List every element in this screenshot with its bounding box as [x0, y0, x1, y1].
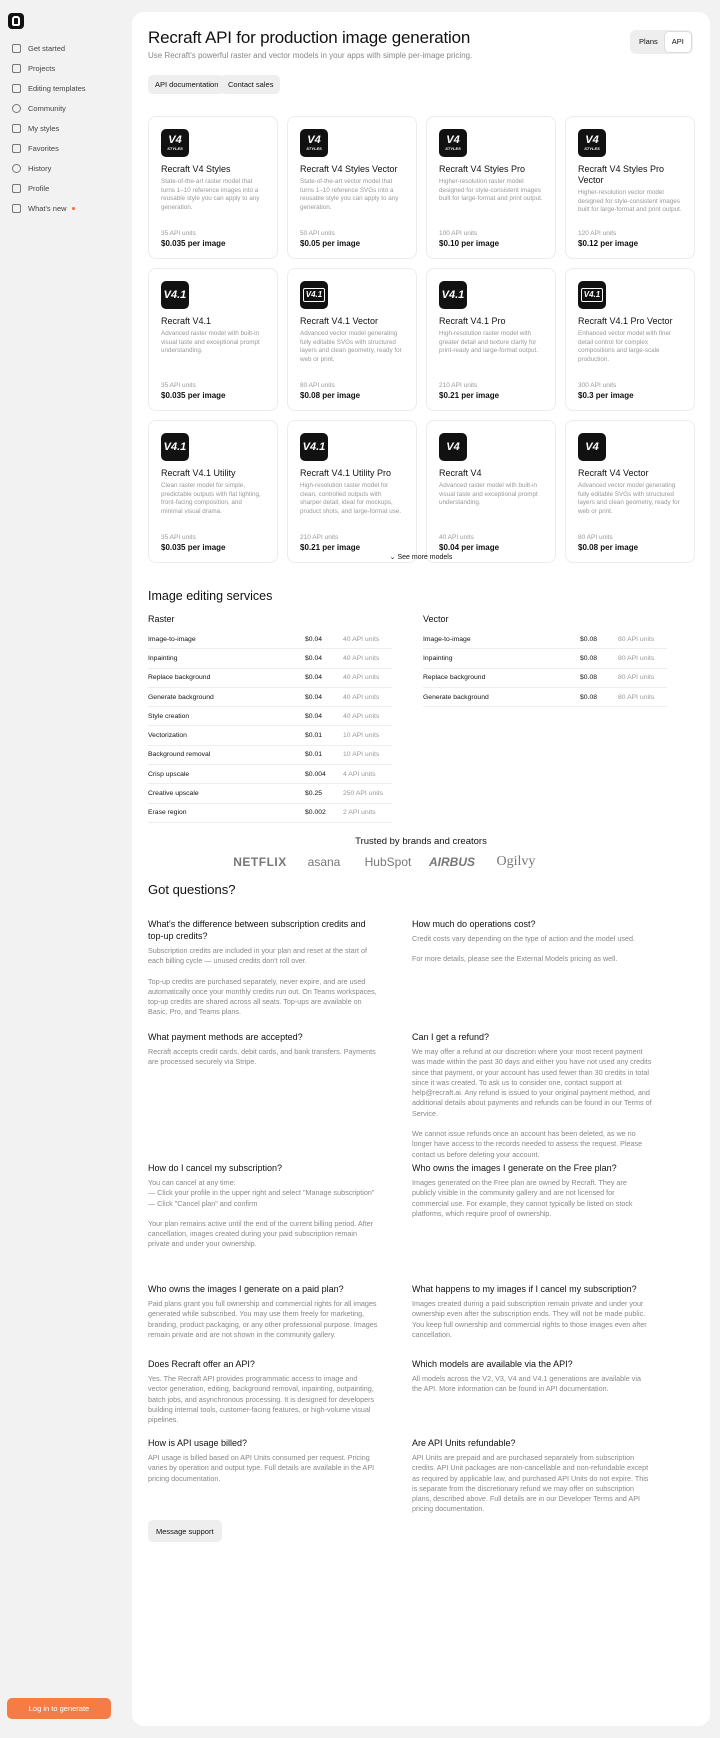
model-name: Recraft V4.1 Pro Vector — [578, 316, 673, 326]
model-name: Recraft V4 — [439, 468, 482, 478]
service-units: 40 API units — [343, 674, 380, 682]
faq-answer-paragraph: We cannot issue refunds once an account has been deleted, as we no longer have access to the records needed to assess the request. Please contact us before deleting your account. — [412, 1129, 643, 1159]
model-card[interactable] — [287, 116, 417, 259]
raster-service-row — [148, 649, 392, 668]
service-units: 80 API units — [618, 674, 655, 682]
raster-service-row — [148, 707, 392, 726]
model-description: Advanced raster model with built-in visual taste and exceptional prompt understanding. — [439, 482, 538, 506]
service-units: 4 API units — [343, 770, 376, 778]
main-panel — [132, 12, 710, 1726]
faq-question: What's the difference between subscription credits and top-up credits? — [148, 919, 366, 941]
faq-answer — [412, 1299, 652, 1340]
service-units: 40 API units — [343, 693, 380, 701]
message-support-button[interactable]: Message support — [148, 1520, 222, 1542]
faq-question: How much do operations cost? — [412, 919, 536, 929]
sidebar-item-label: Projects — [28, 63, 56, 73]
service-name: Creative upscale — [148, 790, 199, 798]
model-description: Advanced vector model generating fully editable SVGs with structured layers and clean geometry, ready for web or print. — [578, 482, 680, 515]
sidebar-item-label: What's new — [28, 203, 67, 213]
faq-answer-paragraph: Paid plans grant you full ownership and commercial rights for all images generated while subscribed. You may use them freely for marketing, branding, product packaging, or any other professional purpose. Images remain private and are not shown in the community gallery. — [148, 1299, 378, 1339]
raster-service-row — [148, 804, 392, 823]
faq-question: Who owns the images I generate on a paid plan? — [148, 1284, 344, 1294]
model-card[interactable] — [148, 420, 278, 563]
see-more-label: See more models — [397, 554, 453, 561]
model-badge-label: V4 — [585, 440, 599, 453]
model-badge-label: V4.1 — [441, 288, 465, 301]
service-price: $0.01 — [305, 732, 323, 740]
faq-item — [148, 1437, 378, 1484]
trusted-title: Trusted by brands and creators — [355, 836, 487, 847]
faq-answer-paragraph: Images generated on the Free plan are owned by Recraft. They are publicly visible in the community gallery and are not licensed for commercial use. For example, they cannot typically be listed on stock platforms, which require proof of ownership. — [412, 1178, 633, 1218]
api-documentation-button[interactable]: API documentation — [148, 75, 225, 94]
chevron-down-icon: ⌄ — [389, 554, 398, 561]
recraft-logo-icon[interactable] — [8, 13, 24, 29]
faq-title: Got questions? — [148, 882, 236, 897]
brand-logos — [228, 853, 548, 871]
model-price: $0.04 per image — [439, 543, 500, 552]
sidebar-item-my-styles[interactable] — [8, 118, 118, 138]
model-price: $0.21 per image — [300, 543, 361, 552]
vector-services-table — [423, 630, 667, 707]
faq-question: Which models are available via the API? — [412, 1359, 573, 1369]
model-badge-label: V4 — [307, 134, 321, 146]
sidebar-item-profile[interactable] — [8, 178, 118, 198]
service-price: $0.08 — [580, 635, 598, 643]
model-api-units: 40 API units — [439, 534, 474, 541]
sidebar-item-editing-templates[interactable] — [8, 78, 118, 98]
sidebar-item-favorites[interactable] — [8, 138, 118, 158]
model-description: High-resolution raster model with greater detail and texture clarity for print-ready and large-format output. — [439, 330, 539, 354]
service-name: Vectorization — [148, 732, 187, 740]
raster-service-row — [148, 784, 392, 803]
model-description: State-of-the-art raster model that turns 1–10 reference images into a reusable style you can apply to any generation. — [161, 178, 260, 211]
model-description: Advanced raster model with built-in visual taste and exceptional prompt understanding. — [161, 330, 260, 354]
vector-service-row — [423, 630, 667, 649]
sidebar-item-label: Editing templates — [28, 83, 86, 93]
model-badge-label: V4.1 — [302, 440, 326, 453]
model-badge-label: V4.1 — [163, 440, 187, 453]
service-name: Erase region — [148, 809, 187, 817]
sidebar-item-label: Favorites — [28, 143, 59, 153]
raster-services-table — [148, 630, 392, 823]
model-api-units: 35 API units — [161, 382, 196, 389]
service-price: $0.04 — [305, 635, 323, 643]
service-price: $0.08 — [580, 674, 598, 682]
model-price: $0.035 per image — [161, 239, 226, 248]
sidebar-item-community[interactable] — [8, 98, 118, 118]
vector-service-row — [423, 649, 667, 668]
service-units: 80 API units — [618, 693, 655, 701]
service-price: $0.01 — [305, 751, 323, 759]
faq-answer-paragraph: API usage is billed based on API Units consumed per request. Pricing varies by operation and output type. Full details are available in the API pricing documentation. — [148, 1453, 375, 1483]
model-badge-sub: STYLES — [306, 146, 322, 151]
service-name: Generate background — [423, 693, 489, 701]
faq-answer-paragraph: Yes. The Recraft API provides programmatic access to image and vector generation, editing, background removal, inpainting, outpainting, batch jobs, and asynchronous processing. It is designed for developers building internal tools, customer-facing features, or high-volume visual pipelines. — [148, 1374, 375, 1425]
model-api-units: 35 API units — [161, 230, 196, 237]
raster-service-row — [148, 669, 392, 688]
model-grid — [148, 116, 694, 563]
faq-answer-paragraph: Credit costs vary depending on the type of action and the model used. — [412, 934, 635, 943]
new-indicator-dot — [72, 207, 75, 210]
sidebar-nav — [8, 38, 118, 218]
faq-answer-paragraph: We may offer a refund at our discretion where your most recent payment was made within the past 30 days and either you have not used any credits since that payment, or your account has used fewer than 30 credits in total since it was created. To ask us to consider one, contact support at help@recraft.ai. Any refund is issued to your original payment method, and additional details about payments and refunds can be found in our Terms of Service. — [412, 1047, 652, 1118]
plans-api-toggle — [630, 30, 693, 54]
model-price: $0.21 per image — [439, 391, 500, 400]
service-name: Generate background — [148, 693, 214, 701]
service-units: 80 API units — [618, 654, 655, 662]
service-price: $0.04 — [305, 654, 323, 662]
heart-icon — [12, 144, 21, 153]
vector-title: Vector — [423, 614, 449, 624]
model-badge-icon — [578, 129, 606, 157]
model-name: Recraft V4 Styles Vector — [300, 164, 398, 174]
model-badge-label: V4 — [168, 134, 182, 146]
brand-logo-airbus: AIRBUS — [428, 855, 475, 869]
brand-logo-ogilvy: Ogilvy — [496, 854, 536, 869]
service-price: $0.04 — [305, 712, 323, 720]
model-card[interactable] — [426, 268, 556, 411]
model-badge-icon — [161, 281, 189, 309]
service-units: 2 API units — [343, 809, 376, 817]
faq-answer-paragraph: Recraft accepts credit cards, debit cards, and bank transfers. Payments are processed securely via Stripe. — [148, 1047, 376, 1067]
faq-answer — [412, 934, 652, 965]
service-units: 80 API units — [618, 635, 655, 643]
faq-item — [412, 918, 652, 965]
service-name: Image-to-image — [148, 635, 196, 643]
model-name: Recraft V4.1 Vector — [300, 316, 379, 326]
faq-answer — [148, 1047, 378, 1068]
model-card[interactable] — [565, 420, 695, 563]
faq-question: How do I cancel my subscription? — [148, 1163, 283, 1173]
model-api-units: 120 API units — [578, 230, 617, 237]
model-badge-icon — [439, 129, 467, 157]
model-badge-icon — [161, 129, 189, 157]
sidebar-item-label: History — [28, 163, 52, 173]
sidebar-item-label: Community — [28, 103, 66, 113]
model-name: Recraft V4 Vector — [578, 468, 649, 478]
faq-answer-paragraph: For more details, please see the External Models pricing as well. — [412, 954, 618, 964]
raster-title: Raster — [148, 614, 175, 624]
faq-answer — [412, 1453, 652, 1515]
model-price: $0.3 per image — [578, 391, 634, 400]
page-title: Recraft API for production image generation — [148, 28, 471, 47]
model-badge-label: V4.1 — [303, 288, 325, 302]
list-icon — [12, 64, 21, 73]
faq-question: Are API Units refundable? — [412, 1438, 516, 1448]
service-name: Background removal — [148, 751, 211, 759]
model-badge-icon — [300, 433, 328, 461]
model-price: $0.05 per image — [300, 239, 361, 248]
model-price: $0.12 per image — [578, 239, 639, 248]
model-badge-icon — [439, 281, 467, 309]
faq-item — [412, 1031, 652, 1160]
model-badge-label: V4.1 — [581, 288, 603, 302]
service-name: Style creation — [148, 712, 190, 720]
model-api-units: 100 API units — [439, 230, 478, 237]
faq-item — [412, 1283, 652, 1340]
faq-item — [412, 1358, 652, 1395]
sidebar — [0, 0, 124, 1738]
model-name: Recraft V4 Styles Pro — [439, 164, 526, 174]
model-description: Clean raster model for simple, predictable outputs with flat lighting, front-facing composition, and minimal visual drama. — [161, 482, 261, 515]
service-units: 40 API units — [343, 654, 380, 662]
service-name: Replace background — [148, 674, 211, 682]
faq-item — [148, 1162, 378, 1250]
login-button[interactable]: Log in to generate — [7, 1698, 111, 1719]
model-card[interactable] — [148, 268, 278, 411]
sidebar-item-get-started[interactable] — [8, 38, 118, 58]
faq-answer — [148, 1299, 378, 1340]
faq-answer — [148, 946, 378, 1018]
model-description: Advanced vector model generating fully editable SVGs with structured layers and clean geometry, ready for web or print. — [300, 330, 402, 363]
model-api-units: 35 API units — [161, 534, 196, 541]
model-description: Higher-resolution raster model designed for style-consistent images built for large-format and print output. — [439, 178, 543, 202]
faq-answer-paragraph: Your plan remains active until the end of the current billing period. After cancellation, images created during your paid subscription remain private and under your ownership. — [148, 1218, 374, 1249]
model-badge-sub: STYLES — [167, 146, 183, 151]
service-price: $0.08 — [580, 654, 598, 662]
model-api-units: 300 API units — [578, 382, 617, 389]
model-price: $0.035 per image — [161, 543, 226, 552]
sidebar-item-label: Get started — [28, 43, 66, 53]
sidebar-item-label: My styles — [28, 123, 60, 133]
faq-answer — [412, 1178, 652, 1219]
model-api-units: 210 API units — [300, 534, 339, 541]
model-badge-icon — [439, 433, 467, 461]
model-card[interactable] — [287, 268, 417, 411]
model-badge-label: V4 — [585, 134, 599, 146]
model-card[interactable] — [426, 420, 556, 563]
model-name: Recraft V4.1 Utility Pro — [300, 468, 392, 478]
faq-question: How is API usage billed? — [148, 1438, 248, 1448]
news-icon — [12, 204, 21, 213]
model-card[interactable] — [287, 420, 417, 563]
model-name: Recraft V4.1 — [161, 316, 212, 326]
model-badge-sub: STYLES — [584, 146, 600, 151]
service-price: $0.04 — [305, 674, 323, 682]
home-icon — [12, 44, 21, 53]
service-price: $0.004 — [305, 770, 326, 778]
faq-item — [148, 1031, 378, 1068]
service-units: 40 API units — [343, 635, 380, 643]
model-badge-label: V4 — [446, 440, 460, 453]
faq-question: Who owns the images I generate on the Free plan? — [412, 1163, 617, 1173]
faq-answer — [148, 1374, 378, 1425]
raster-service-row — [148, 746, 392, 765]
faq-answer-paragraph: Top-up credits are purchased separately, never expire, and are used automatically once your monthly credits run out. On Teams workspaces, top-up credits are shared across all seats. Top-ups are available on Basic, Pro, and Teams plans. — [148, 976, 377, 1017]
vector-service-row — [423, 669, 667, 688]
model-price: $0.08 per image — [578, 543, 639, 552]
faq-answer-paragraph: Images created during a paid subscription remain private and under your ownership even after the subscription ends. They will not be made public. You keep full ownership and commercial rights to those images even after cancellation. — [412, 1299, 647, 1339]
faq-answer — [148, 1453, 378, 1484]
model-description: High-resolution raster model for clean, controlled outputs with sharper detail, ideal for mockups, product shots, and large-format use. — [300, 482, 402, 515]
faq-answer-paragraph: All models across the V2, V3, V4 and V4.1 generations are available via the API. More information can be found in API documentation. — [412, 1374, 641, 1394]
brand-logo-asana: asana — [307, 855, 341, 869]
service-name: Replace background — [423, 674, 486, 682]
raster-service-row — [148, 726, 392, 745]
faq-question: What happens to my images if I cancel my subscription? — [412, 1284, 637, 1294]
grid-icon — [12, 84, 21, 93]
globe-icon — [12, 104, 21, 113]
sidebar-item-history[interactable] — [8, 158, 118, 178]
model-api-units: 80 API units — [300, 382, 335, 389]
model-badge-icon — [300, 129, 328, 157]
brand-logo-netflix: NETFLIX — [233, 855, 287, 869]
service-units: 10 API units — [343, 751, 380, 759]
sidebar-item-what-s-new[interactable] — [8, 198, 118, 218]
faq-item — [148, 1358, 378, 1425]
tab-plans[interactable]: Plans — [639, 37, 658, 46]
contact-sales-button[interactable]: Contact sales — [221, 75, 280, 94]
model-badge-icon — [300, 281, 328, 309]
model-price: $0.10 per image — [439, 239, 500, 248]
service-units: 250 API units — [343, 790, 384, 798]
faq-answer — [412, 1374, 652, 1395]
faq-question: Does Recraft offer an API? — [148, 1359, 255, 1369]
faq-item — [412, 1437, 652, 1515]
model-name: Recraft V4 Styles Pro Vector — [578, 164, 665, 185]
editing-services-title: Image editing services — [148, 589, 273, 603]
service-price: $0.04 — [305, 693, 323, 701]
raster-service-row — [148, 630, 392, 649]
sidebar-item-projects[interactable] — [8, 58, 118, 78]
service-units: 10 API units — [343, 732, 380, 740]
service-name: Inpainting — [423, 654, 453, 662]
service-price: $0.25 — [305, 790, 323, 798]
brand-logo-hubspot: HubSpot — [364, 855, 412, 869]
faq-answer-paragraph: Subscription credits are included in your plan and reset at the start of each billing cycle — unused credits don't roll over. — [148, 946, 367, 966]
model-badge-icon — [578, 433, 606, 461]
faq-question: What payment methods are accepted? — [148, 1032, 303, 1042]
model-price: $0.035 per image — [161, 391, 226, 400]
model-price: $0.08 per image — [300, 391, 361, 400]
raster-service-row — [148, 765, 392, 784]
model-api-units: 50 API units — [300, 230, 335, 237]
vector-service-row — [423, 688, 667, 707]
service-name: Crisp upscale — [148, 770, 190, 778]
model-description: Higher-resolution vector model designed for style-consistent images built for large-format and print output. — [578, 189, 682, 213]
model-name: Recraft V4 Styles — [161, 164, 231, 174]
model-card[interactable] — [565, 268, 695, 411]
model-badge-label: V4 — [446, 134, 460, 146]
model-name: Recraft V4.1 Pro — [439, 316, 506, 326]
model-badge-sub: STYLES — [445, 146, 461, 151]
service-price: $0.002 — [305, 809, 326, 817]
faq-item — [148, 918, 378, 1018]
service-price: $0.08 — [580, 693, 598, 701]
palette-icon — [12, 124, 21, 133]
faq-answer-paragraph: API Units are prepaid and are purchased separately from subscription credits. API Unit packages are non-cancellable and non-refundable except as required by applicable law, and purchased API Units do not expire. This is separate from the discretionary refund we may offer on subscription plans, described above. Full details are in our Developer Terms and API pricing documentation. — [412, 1453, 649, 1514]
faq-answer — [412, 1047, 652, 1160]
faq-item — [148, 1283, 378, 1340]
model-description: Enhanced vector model with finer detail control for complex compositions and large-scale production. — [578, 330, 672, 363]
faq-answer — [148, 1178, 378, 1250]
model-card[interactable] — [148, 116, 278, 259]
faq-question: Can I get a refund? — [412, 1032, 490, 1042]
faq-answer-paragraph: You can cancel at any time: — Click your profile in the upper right and select "Manage subscription" — Click "Cancel plan" and confirm — [148, 1178, 375, 1208]
page-subtitle: Use Recraft's powerful raster and vector models in your apps with simple per-image pricing. — [148, 51, 473, 60]
model-card[interactable] — [426, 116, 556, 259]
sidebar-item-label: Profile — [28, 183, 50, 193]
model-api-units: 210 API units — [439, 382, 478, 389]
model-name: Recraft V4.1 Utility — [161, 468, 236, 478]
service-units: 40 API units — [343, 712, 380, 720]
see-more-models-button[interactable] — [132, 553, 710, 561]
user-icon — [12, 184, 21, 193]
service-name: Image-to-image — [423, 635, 471, 643]
tab-api[interactable]: API — [665, 32, 691, 52]
model-badge-icon — [161, 433, 189, 461]
faq-item — [412, 1162, 652, 1219]
model-badge-label: V4.1 — [163, 288, 187, 301]
model-badge-icon — [578, 281, 606, 309]
raster-service-row — [148, 688, 392, 707]
model-description: State-of-the-art vector model that turns 1–10 reference SVGs into a reusable style you can apply to any generation. — [300, 178, 399, 211]
clock-icon — [12, 164, 21, 173]
service-name: Inpainting — [148, 654, 178, 662]
model-api-units: 80 API units — [578, 534, 613, 541]
model-card[interactable] — [565, 116, 695, 259]
